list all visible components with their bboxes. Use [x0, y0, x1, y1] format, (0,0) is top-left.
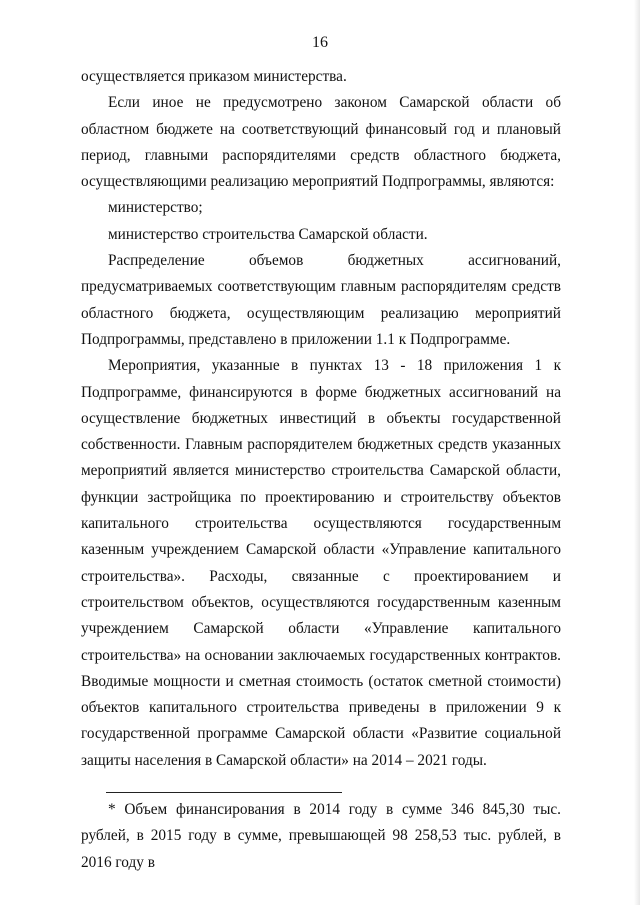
- paragraph-allocation: Распределение объемов бюджетных ассигнований, предусматриваемых соответствующим главным распорядителям средств областного бюджета, осуществляющим реализацию мероприятий Подпрограммы, представлено в приложении 1.1 к Подпрограмме.: [81, 252, 561, 348]
- footnote-text: * Объем финансирования в 2014 году в сумме 346 845,30 тыс. рублей, в 2015 году в сумме, превышающей 98 258,53 тыс. рублей, в 2016 году в: [81, 801, 561, 871]
- paragraph-budget-managers: Если иное не предусмотрено законом Самарской области об областном бюджете на соответствующий финансовый год и плановый период, главными распорядителями средств областного бюджета, осуществляющими реализацию мероприятий Подпрограммы, являются:: [81, 94, 561, 191]
- paragraph-activities: Мероприятия, указанные в пунктах 13 - 18 приложения 1 к Подпрограмме, финансируются в форме бюджетных ассигнований на осуществление бюджетных инвестиций в объекты государственной собственности. Главным распорядителем бюджетных средств указанных мероприятий является министерство строительства Самарской области, функции застройщика по проектированию и строительству объектов капитального строительства осуществляются государственным казенным учреждением Самарской области «Управление капитального строительства». Расходы, связанные с проектированием и строительством объектов, осуществляются государственным казенным учреждением Самарской области «Управление капитального строительства» на основании заключаемых государственных контрактов. Вводимые мощности и сметная стоимость (остаток сметной стоимости) объектов капитального строительства приведены в приложении 9 к государственной программе Самарской области «Развитие социальной защиты населения в Самарской области» на 2014 – 2021 годы.: [81, 357, 561, 769]
- body-text: [81, 64, 561, 774]
- footnote: [81, 797, 561, 876]
- list-item-ministry: министерство;: [108, 199, 203, 217]
- list-item-construction-ministry: министерство строительства Самарской области.: [108, 225, 428, 243]
- footnote-divider: [106, 792, 342, 793]
- scan-edge: [634, 0, 640, 905]
- paragraph-continuation: осуществляется приказом министерства.: [81, 68, 347, 85]
- page-number: 16: [312, 34, 328, 51]
